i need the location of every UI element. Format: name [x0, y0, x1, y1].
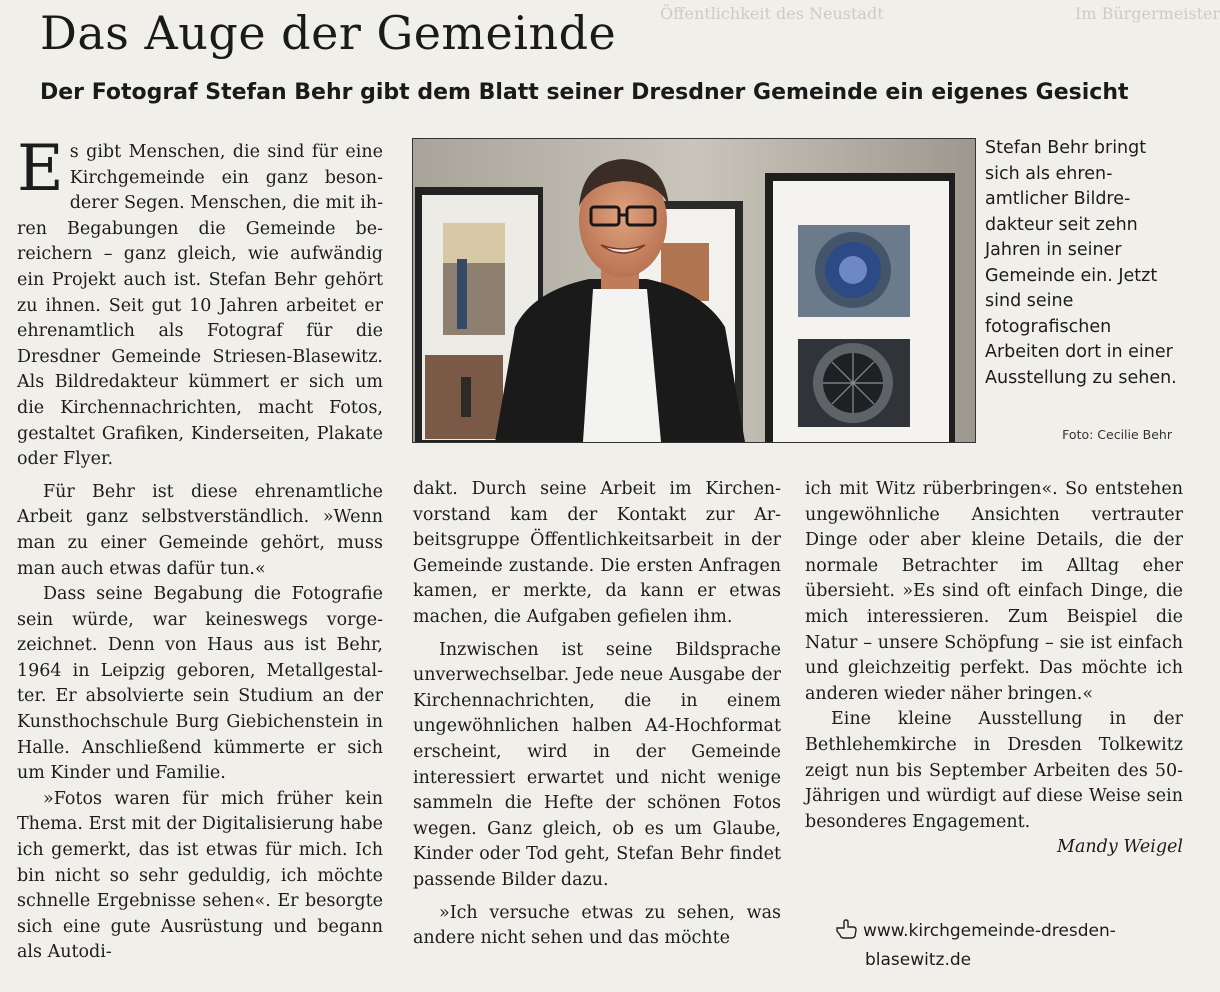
paragraph: s gibt Menschen, die sind für eine Kirchgemeinde ein ganz besonderer Segen. Menschen, die mit ihren Begabungen die Gemeinde bereichern – ganz gleich, wie aufwändig ein Projekt auch ist. Stefan Behr gehört zu ihnen. Seit gut 10 Jahren arbeitet er ehrenamtlich als Fotograf für die Dresdner Gemeinde Striesen-Blasewitz. Als Bildredakteur kümmert er sich um die Kirchennachrichten, macht Fotos, gestaltet Grafiken, Kinderseiten, Plakate oder Flyer. [17, 142, 383, 470]
link-url-line-2[interactable]: blasewitz.de [865, 950, 972, 970]
pointing-hand-icon [835, 919, 857, 947]
paragraph: Inzwischen ist seine Bildsprache unverwechselbar. Jede neue Ausgabe der Kirchennachrichten, die in einem ungewöhnlichen halben A4-Hochformat erscheint, wird in der Gemeinde interessiert erwartet und nicht wenige sammeln die Hefte der schönen Fotos wegen. Ganz gleich, ob es um Glaube, Kinder oder Tod geht, Stefan Behr findet passende Bilder dazu. [413, 639, 781, 890]
show-through-text: Im Bürgermeister [1075, 4, 1220, 23]
paragraph: Für Behr ist diese ehrenamtliche Arbeit ganz selbstverständlich. »Wenn man zu einer Gemeinde gehört, muss man auch etwas dafür tun.« [17, 481, 383, 579]
paragraph: »Ich versuche etwas zu sehen, was andere nicht sehen und das möchte [413, 902, 781, 949]
photo-credit: Foto: Cecilie Behr [1062, 427, 1172, 442]
article-column-3 [805, 477, 1183, 861]
paragraph: ich mit Witz rüberbringen«. So entstehen ungewöhnliche Ansichten vertrauter Dinge oder aber kleine Details, die der normale Betrachter im Alltag eher übersieht. »Es sind oft einfach Dinge, die mich interessieren. Zum Beispiel die Natur – unsere Schöpfung – sie ist einfach und gleichzeitig perfekt. Das möchte ich anderen wieder näher bringen.« [805, 479, 1183, 704]
photo-stefan-behr [412, 138, 976, 443]
paragraph: Dass seine Begabung die Fotografie sein würde, war keineswegs vorgezeichnet. Denn von Haus aus ist Behr, 1964 in Leipzig geboren, Metallgestalter. Er absolvierte sein Studium an der Kunsthochschule Burg Giebichenstein in Halle. Anschließend kümmerte er sich um Kinder und Familie. [17, 584, 383, 784]
photo-caption: Stefan Behr bringt sich als ehrenamtlicher Bildredakteur seit zehn Jahren in seiner Gemeinde ein. Jetzt sind seine fotografischen Arbeiten dort in einer Ausstellung zu sehen. [985, 138, 1177, 388]
article-column-1 [17, 132, 383, 966]
dropcap: E [17, 132, 64, 206]
article-column-2 [413, 477, 781, 952]
paragraph: Eine kleine Ausstellung in der Bethlehemkirche in Dresden Tolkewitz zeigt nun bis September Arbeiten des 50-Jährigen und würdigt auf diese Weise sein besonderes Engagement. [805, 709, 1183, 832]
show-through-text: Öffentlichkeit des Neustadt [660, 4, 884, 23]
author-byline: Mandy Weigel [1057, 837, 1183, 858]
paragraph: dakt. Durch seine Arbeit im Kirchenvorstand kam der Kontakt zur Arbeitsgruppe Öffentlichkeitsarbeit in der Gemeinde zustande. Die ersten Anfragen kamen, er merkte, da kann er etwas machen, die Aufgaben gefielen ihm. [413, 479, 781, 627]
link-url-line-1[interactable]: www.kirchgemeinde-dresden- [863, 921, 1116, 941]
web-link[interactable] [835, 918, 1116, 973]
subheadline: Der Fotograf Stefan Behr gibt dem Blatt seiner Dresdner Gemeinde ein eigenes Gesicht [40, 80, 1129, 105]
headline: Das Auge der Gemeinde [40, 6, 617, 60]
paragraph: »Fotos waren für mich früher kein Thema. Erst mit der Digitalisierung habe ich gemerkt, das ist etwas für mich. Ich bin nicht so sehr geduldig, ich möchte schnelle Ergebnisse sehen«. Er besorgte sich eine gute Ausrüstung und begann als Autodi- [17, 788, 383, 963]
framed-photo-right [765, 173, 955, 442]
